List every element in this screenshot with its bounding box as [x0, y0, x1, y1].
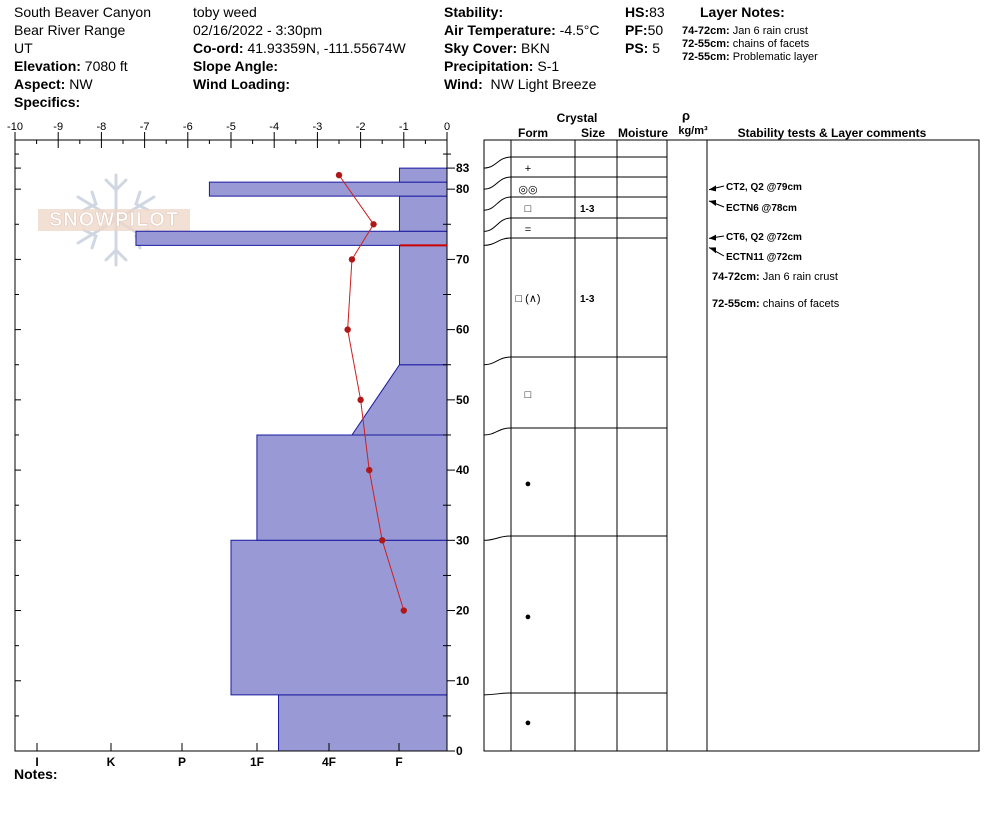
- grain-form-symbol: □: [524, 203, 532, 215]
- layer-notes-heading: Layer Notes:: [700, 4, 785, 20]
- hardness-tick-label: K: [106, 755, 116, 769]
- stability-test-label: ECTN6 @78cm: [726, 203, 797, 214]
- hardness-tick-label: P: [177, 755, 187, 769]
- hardness-tick-label: 1F: [249, 755, 265, 769]
- height-tick-label: 50: [456, 392, 470, 407]
- layer-comment: [712, 298, 840, 310]
- air-temp-label: Air Temperature:: [444, 22, 556, 38]
- temp-tick-label: -1: [398, 121, 409, 133]
- wind-value: NW Light Breeze: [490, 76, 597, 92]
- layer-note-range: 72-55cm:: [682, 38, 730, 50]
- hardness-bar: [257, 435, 447, 540]
- state: UT: [14, 40, 33, 56]
- elevation-label: Elevation:: [14, 58, 81, 74]
- pf-label: PF:: [625, 22, 648, 38]
- height-tick-label: 20: [456, 603, 470, 618]
- layer-connector: [484, 177, 511, 189]
- hardness-tick-label: I: [35, 755, 39, 769]
- slope-label: Slope Angle:: [193, 58, 279, 74]
- height-tick-label: 70: [456, 252, 470, 267]
- sky-label: Sky Cover:: [444, 40, 518, 56]
- temperature-point: [349, 256, 355, 262]
- temperature-point: [379, 537, 385, 543]
- layer-connector: [484, 428, 511, 435]
- wind-label: Wind:: [444, 76, 483, 92]
- layer-comment-text: Jan 6 rain crust: [762, 271, 838, 283]
- layer-connector: [484, 218, 511, 231]
- hardness-bar: [136, 231, 447, 245]
- notes-label: Notes:: [14, 766, 58, 782]
- density-unit-header: kg/m³: [678, 125, 708, 137]
- grain-form-symbol: ●: [524, 717, 532, 729]
- height-tick-label: 0: [456, 744, 463, 758]
- temperature-point: [357, 397, 363, 403]
- layer-connector: [484, 157, 511, 168]
- layer-note-text: Jan 6 rain crust: [732, 25, 808, 37]
- grain-size: 1-3: [580, 294, 595, 305]
- layer-connector: [484, 536, 511, 540]
- hardness-bar: [399, 196, 447, 231]
- temp-tick-label: -2: [355, 121, 366, 133]
- hardness-bar: [352, 365, 447, 435]
- temperature-point: [336, 172, 342, 178]
- stability-test-arrowhead: [709, 200, 716, 206]
- grain-form-symbol: ◎◎: [518, 184, 538, 196]
- specifics-label: Specifics:: [14, 94, 81, 110]
- hardness-tick-label: F: [395, 755, 403, 769]
- sky-value: BKN: [521, 40, 550, 56]
- hardness-bar: [399, 245, 447, 364]
- aspect-value: NW: [69, 76, 93, 92]
- size-header: Size: [580, 126, 606, 140]
- hs-value: 83: [649, 4, 665, 20]
- temp-tick-label: -8: [96, 121, 107, 133]
- grain-form-symbol: □ (∧): [515, 293, 541, 305]
- form-header: Form: [518, 126, 548, 140]
- temperature-point: [344, 326, 350, 332]
- snowpilot-logo: [38, 175, 190, 265]
- grain-size: 1-3: [580, 204, 595, 215]
- layer-comment: [712, 271, 838, 283]
- coord-label: Co-ord:: [193, 40, 244, 56]
- hardness-bar: [399, 168, 447, 182]
- wind-loading-label: Wind Loading:: [193, 76, 291, 92]
- hardness-bar: [279, 695, 447, 751]
- stability-label: Stability:: [444, 4, 504, 20]
- precip-label: Precipitation:: [444, 58, 534, 74]
- layer-connector: [484, 357, 511, 365]
- hardness-bar: [231, 540, 447, 695]
- observer: toby weed: [193, 4, 257, 20]
- stability-test-label: ECTN11 @72cm: [726, 252, 802, 263]
- ps-value: 5: [652, 40, 661, 56]
- stability-test-arrowhead: [709, 247, 716, 253]
- layer-note-range: 72-55cm:: [682, 51, 730, 63]
- grain-form-symbol: =: [524, 224, 532, 236]
- height-tick-label: 30: [456, 533, 470, 548]
- height-tick-label: 83: [456, 161, 470, 176]
- temperature-point: [366, 467, 372, 473]
- temp-tick-label: -10: [7, 121, 23, 133]
- layer-comment-range: 74-72cm:: [712, 271, 763, 283]
- crystal-header: Crystal: [556, 111, 598, 125]
- range: Bear River Range: [14, 22, 126, 38]
- height-tick-label: 10: [456, 673, 470, 688]
- grain-form-symbol: □: [524, 389, 532, 401]
- temp-tick-label: -7: [139, 121, 150, 133]
- height-tick-label: 80: [456, 182, 470, 197]
- layer-connector: [484, 197, 511, 210]
- stability-test-arrowhead: [709, 185, 716, 191]
- pf-value: 50: [647, 22, 664, 38]
- location: South Beaver Canyon: [14, 4, 151, 20]
- watermark-text: SNOWPILOT: [48, 209, 180, 231]
- grain-form-symbol: ●: [524, 611, 532, 623]
- aspect-label: Aspect:: [14, 76, 66, 92]
- stability-test-label: CT2, Q2 @79cm: [726, 182, 802, 193]
- grain-form-symbol: ●: [524, 478, 532, 490]
- layer-connector: [484, 693, 511, 695]
- height-tick-label: 60: [456, 322, 470, 337]
- rho-header: ρ: [681, 108, 691, 123]
- grain-form-symbol: +: [524, 163, 532, 175]
- temp-tick-label: -4: [269, 121, 280, 133]
- notes-row: [14, 765, 58, 783]
- height-tick-label: 40: [456, 463, 470, 478]
- hardness-tick-label: 4F: [321, 755, 337, 769]
- layer-connector: [484, 238, 511, 245]
- temp-tick-label: -9: [53, 121, 64, 133]
- layer-note-text: Problematic layer: [732, 51, 818, 63]
- air-temp-value: -4.5°C: [559, 22, 600, 38]
- layer-comment-range: 72-55cm:: [712, 298, 763, 310]
- comments-header: Stability tests & Layer comments: [737, 126, 927, 140]
- datetime: 02/16/2022 - 3:30pm: [193, 22, 323, 38]
- temp-tick-label: 0: [443, 121, 451, 133]
- coord-value: 41.93359N, -111.55674W: [247, 40, 406, 56]
- temperature-point: [401, 607, 407, 613]
- elevation-value: 7080 ft: [84, 58, 128, 74]
- stability-test-label: CT6, Q2 @72cm: [726, 232, 802, 243]
- layer-note-text: chains of facets: [732, 38, 810, 50]
- temp-tick-label: -5: [226, 121, 236, 133]
- hs-label: HS:: [625, 4, 650, 20]
- precip-value: S-1: [537, 58, 560, 74]
- stability-test-arrowhead: [709, 235, 716, 241]
- ps-label: PS:: [625, 40, 649, 56]
- temp-tick-label: -6: [182, 121, 193, 133]
- hardness-bar: [209, 182, 447, 196]
- temp-tick-label: -3: [312, 121, 323, 133]
- layer-note-range: 74-72cm:: [682, 25, 730, 37]
- layer-comment-text: chains of facets: [762, 298, 840, 310]
- temperature-point: [370, 221, 376, 227]
- moisture-header: Moisture: [617, 126, 669, 140]
